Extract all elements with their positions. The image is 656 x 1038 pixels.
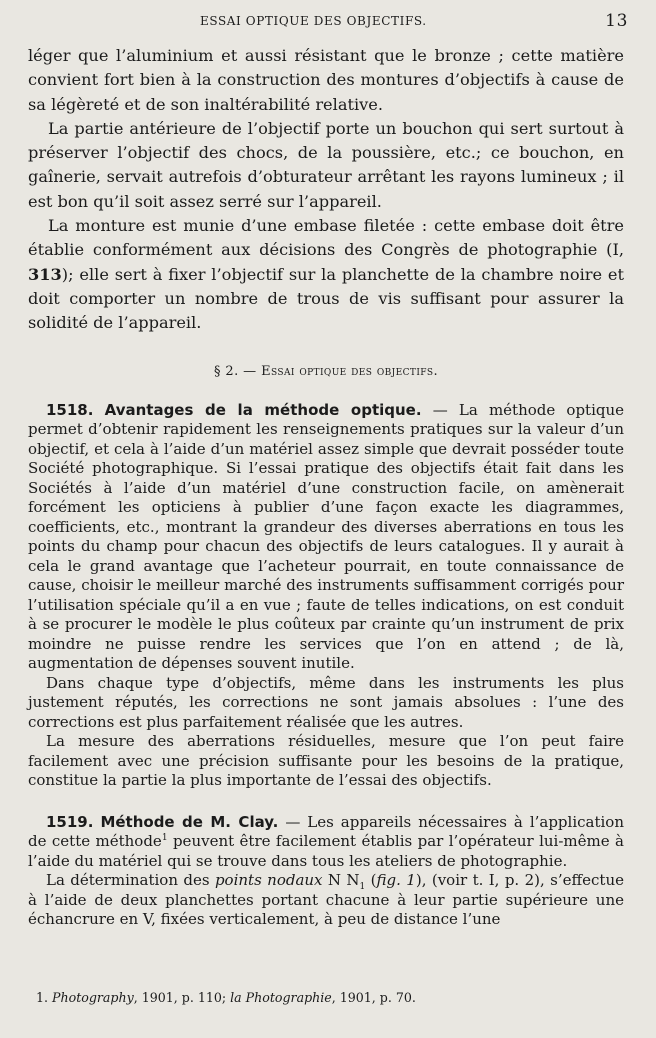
running-head [0,12,656,34]
running-title: ESSAI OPTIQUE DES OBJECTIFS. [200,14,427,28]
section-heading [28,364,624,379]
page-number: 13 [605,11,628,31]
text-run: ), (voir t. I, p. 2), s’effectue à l’aide de deux planchettes portant chacune à leur partie supérieure une échancrure en V, fixées verticalement, à peu de distance l’une [28,871,624,929]
paragraph-intro-2: La partie antérieure de l’objectif porte un bouchon qui sert surtout à préserver l’objectif des chocs, de la poussière, etc.; ce bouchon, en gaînerie, servait autrefois d’obturateur arrêtant les rayons lumineux ; il est bon qu’il soit assez serré sur l’appareil. [28,118,624,211]
paragraph: Dans chaque type d’objectifs, même dans les instruments les plus justement réputés, les corrections ne sont jamais absolues : l’une des corrections est plus parfaitement réalisée que les autres. [28,673,624,731]
text-run: N N [322,871,360,890]
section-title: Essai optique des objectifs. [261,363,439,379]
text-run: La monture est munie d’une embase filetée : cette embase doit être établie conformément aux décisions des Congrès de photographie (I, [28,216,624,260]
italic-term: points nodaux [214,871,323,890]
article-heading: Méthode de M. Clay. [100,812,279,831]
figure-ref: fig. 1 [376,871,416,890]
paragraph-intro-1: léger que l’aluminium et aussi résistant que le bronze ; cette matière convient fort bien à la construction des montures d’objectifs à cause de sa légèreté et de son inaltérabilité relative. [28,46,624,114]
source-title: la Photographie [230,990,332,1005]
article-text: — Les appareils nécessaires à l’application de cette méthode [28,812,624,851]
text-run: ( [365,871,377,890]
text-run: , 1901, p. 70. [331,990,416,1005]
source-title: Photography [52,990,134,1005]
spacer [28,791,624,813]
footnote-mark: 1. [36,990,53,1005]
paragraph-intro-3 [28,214,624,335]
page-body [28,44,624,930]
text-run: , 1901, p. 110; [133,990,231,1005]
text-run: La détermination des [46,871,215,890]
paragraph: La mesure des aberrations résiduelles, mesure que l’on peut faire facilement avec une précision suffisante pour les besoins de la pratique, constitue la partie la plus importante de l’essai des objectifs. [28,732,624,790]
text-run: ); elle sert à fixer l’objectif sur la planchette de la chambre noire et doit comporter un nombre de trous de vis suffisant pour assurer la solidité de l’appareil. [28,264,624,333]
article-text: peuvent être facilement établis par l’opérateur lui-même à l’aide du matériel qui se trouve dans tous les ateliers de photographie. [28,832,624,870]
article-1518 [28,401,624,674]
article-number: 1519. [46,812,94,831]
article-number: 1518. [46,400,94,419]
article-1519 [28,813,624,872]
footnote [36,990,626,1005]
section-number: § 2. — [213,363,262,379]
footnote-ref: 1 [161,833,168,844]
bold-reference: 313 [28,264,62,284]
article-heading: Avantages de la méthode optique. [104,400,422,419]
subscript: 1 [359,882,366,893]
paragraph [28,871,624,930]
article-text: — La méthode optique permet d’obtenir rapidement les renseignements pratiques sur la valeur d’un objectif, et cela à l’aide d’un matériel assez simple que devrait posséder toute Société photographique. Si l’essai pratique des objectifs était fait dans les Sociétés à l’aide d’un matériel d’une construction facile, on amènerait forcément les opticiens à publier d’une façon exacte les diagrammes, coefficients, etc., montrant la grandeur des diverses aberrations en tous les points du champ pour chacun des objectifs de leurs catalogues. Il y aurait à cela le grand avantage que l’acheteur pourrait, en toute connaissance de cause, choisir le meilleur marché des instruments suffisamment corrigés pour l’utilisation spéciale qu’il a en vue ; faute de telles indications, on est conduit à se procurer le modèle le plus coûteux par crainte qu’un instrument de prix moindre ne puisse rendre les services que l’on en attend ; de là, augmentation de dépenses souvent inutile. [28,400,625,673]
